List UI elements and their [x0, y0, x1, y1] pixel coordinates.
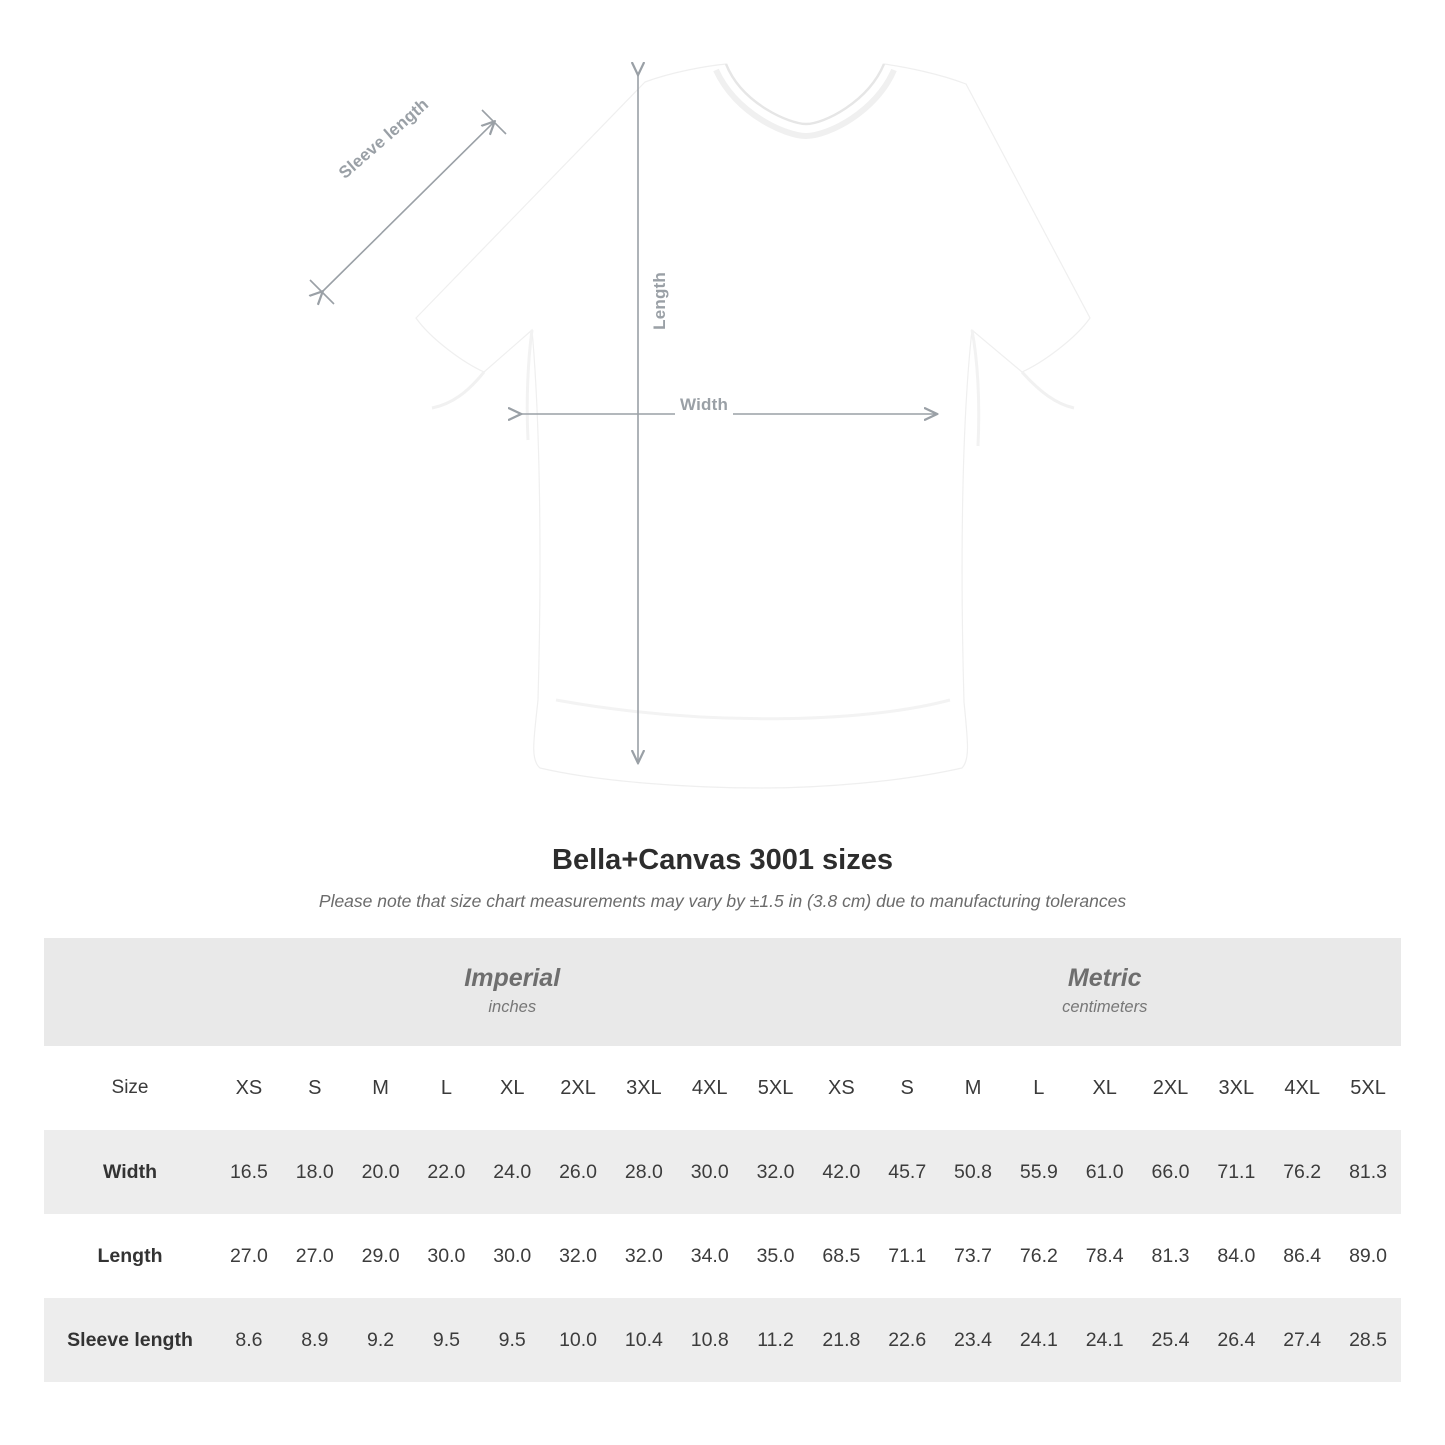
- header-size-label: Size: [44, 1046, 216, 1130]
- cell-width-imperial-s: 18.0: [282, 1130, 348, 1214]
- cell-sleeve-imperial-m: 9.2: [348, 1298, 414, 1382]
- cell-width-metric-3xl: 71.1: [1203, 1130, 1269, 1214]
- header-size-imperial-3xl: 3XL: [611, 1046, 677, 1130]
- row-label-sleeve-length: Sleeve length: [44, 1298, 216, 1382]
- cell-width-imperial-xs: 16.5: [216, 1130, 282, 1214]
- cell-width-metric-2xl: 66.0: [1138, 1130, 1204, 1214]
- cell-length-metric-s: 71.1: [874, 1214, 940, 1298]
- table-row: [44, 1214, 1401, 1298]
- header-size-metric-2xl: 2XL: [1138, 1046, 1204, 1130]
- cell-width-imperial-l: 22.0: [413, 1130, 479, 1214]
- cell-sleeve-imperial-xl: 9.5: [479, 1298, 545, 1382]
- cell-width-metric-xs: 42.0: [808, 1130, 874, 1214]
- cell-width-metric-m: 50.8: [940, 1130, 1006, 1214]
- sleeve-length-label: Sleeve length: [330, 90, 438, 188]
- table-row: [44, 1130, 1401, 1214]
- cell-width-imperial-xl: 24.0: [479, 1130, 545, 1214]
- cell-length-metric-5xl: 89.0: [1335, 1214, 1401, 1298]
- size-table-wrapper: [44, 938, 1401, 1382]
- tolerance-note: Please note that size chart measurements may vary by ±1.5 in (3.8 cm) due to manufacturing tolerances: [318, 891, 1127, 911]
- cell-sleeve-metric-l: 24.1: [1006, 1298, 1072, 1382]
- header-size-imperial-xs: XS: [216, 1046, 282, 1130]
- cell-width-imperial-4xl: 30.0: [677, 1130, 743, 1214]
- header-size-imperial-s: S: [282, 1046, 348, 1130]
- cell-sleeve-imperial-l: 9.5: [413, 1298, 479, 1382]
- cell-length-metric-xl: 78.4: [1072, 1214, 1138, 1298]
- cell-sleeve-metric-m: 23.4: [940, 1298, 1006, 1382]
- cell-width-metric-4xl: 76.2: [1269, 1130, 1335, 1214]
- header-size-metric-5xl: 5XL: [1335, 1046, 1401, 1130]
- cell-sleeve-imperial-s: 8.9: [282, 1298, 348, 1382]
- cell-length-metric-3xl: 84.0: [1203, 1214, 1269, 1298]
- row-label-length: Length: [44, 1214, 216, 1298]
- cell-width-metric-xl: 61.0: [1072, 1130, 1138, 1214]
- cell-length-imperial-3xl: 32.0: [611, 1214, 677, 1298]
- header-size-imperial-2xl: 2XL: [545, 1046, 611, 1130]
- title-block: [0, 844, 1445, 912]
- header-size-metric-m: M: [940, 1046, 1006, 1130]
- unit-header-row: [44, 938, 1401, 1046]
- cell-length-imperial-5xl: 35.0: [743, 1214, 809, 1298]
- length-label: Length: [645, 270, 675, 332]
- header-size-metric-l: L: [1006, 1046, 1072, 1130]
- header-size-imperial-4xl: 4XL: [677, 1046, 743, 1130]
- unit-group-imperial-name: Imperial: [464, 964, 561, 993]
- cell-width-metric-s: 45.7: [874, 1130, 940, 1214]
- unit-row-spacer: [44, 938, 216, 1046]
- unit-group-imperial-sub: inches: [488, 998, 537, 1017]
- table-row: [44, 1298, 1401, 1382]
- cell-sleeve-imperial-3xl: 10.4: [611, 1298, 677, 1382]
- cell-sleeve-metric-3xl: 26.4: [1203, 1298, 1269, 1382]
- unit-group-metric-name: Metric: [1067, 964, 1142, 993]
- header-size-metric-s: S: [874, 1046, 940, 1130]
- cell-length-imperial-xs: 27.0: [216, 1214, 282, 1298]
- header-size-metric-4xl: 4XL: [1269, 1046, 1335, 1130]
- cell-width-imperial-m: 20.0: [348, 1130, 414, 1214]
- cell-length-metric-m: 73.7: [940, 1214, 1006, 1298]
- header-size-imperial-m: M: [348, 1046, 414, 1130]
- cell-sleeve-imperial-2xl: 10.0: [545, 1298, 611, 1382]
- cell-length-imperial-2xl: 32.0: [545, 1214, 611, 1298]
- cell-length-imperial-l: 30.0: [413, 1214, 479, 1298]
- size-table: [44, 938, 1401, 1382]
- shirt-shape: [416, 64, 1090, 788]
- header-size-imperial-xl: XL: [479, 1046, 545, 1130]
- cell-sleeve-metric-5xl: 28.5: [1335, 1298, 1401, 1382]
- page-title: Bella+Canvas 3001 sizes: [552, 844, 893, 876]
- header-size-metric-3xl: 3XL: [1203, 1046, 1269, 1130]
- header-size-metric-xl: XL: [1072, 1046, 1138, 1130]
- cell-width-imperial-5xl: 32.0: [743, 1130, 809, 1214]
- row-label-width: Width: [44, 1130, 216, 1214]
- cell-length-metric-4xl: 86.4: [1269, 1214, 1335, 1298]
- cell-width-imperial-2xl: 26.0: [545, 1130, 611, 1214]
- cell-width-metric-l: 55.9: [1006, 1130, 1072, 1214]
- cell-length-imperial-4xl: 34.0: [677, 1214, 743, 1298]
- cell-length-metric-l: 76.2: [1006, 1214, 1072, 1298]
- cell-length-imperial-s: 27.0: [282, 1214, 348, 1298]
- unit-group-metric: [808, 938, 1401, 1046]
- cell-length-imperial-xl: 30.0: [479, 1214, 545, 1298]
- width-label: Width: [675, 393, 733, 417]
- size-header-row: [44, 1046, 1401, 1130]
- cell-width-metric-5xl: 81.3: [1335, 1130, 1401, 1214]
- cell-sleeve-imperial-5xl: 11.2: [743, 1298, 809, 1382]
- cell-length-metric-2xl: 81.3: [1138, 1214, 1204, 1298]
- cell-sleeve-imperial-xs: 8.6: [216, 1298, 282, 1382]
- header-size-imperial-l: L: [413, 1046, 479, 1130]
- cell-length-metric-xs: 68.5: [808, 1214, 874, 1298]
- header-size-imperial-5xl: 5XL: [743, 1046, 809, 1130]
- cell-sleeve-metric-xl: 24.1: [1072, 1298, 1138, 1382]
- cell-sleeve-metric-xs: 21.8: [808, 1298, 874, 1382]
- header-size-metric-xs: XS: [808, 1046, 874, 1130]
- cell-sleeve-metric-4xl: 27.4: [1269, 1298, 1335, 1382]
- unit-group-imperial: [216, 938, 808, 1046]
- unit-group-metric-sub: centimeters: [1062, 998, 1148, 1017]
- cell-width-imperial-3xl: 28.0: [611, 1130, 677, 1214]
- cell-length-imperial-m: 29.0: [348, 1214, 414, 1298]
- cell-sleeve-metric-s: 22.6: [874, 1298, 940, 1382]
- cell-sleeve-metric-2xl: 25.4: [1138, 1298, 1204, 1382]
- cell-sleeve-imperial-4xl: 10.8: [677, 1298, 743, 1382]
